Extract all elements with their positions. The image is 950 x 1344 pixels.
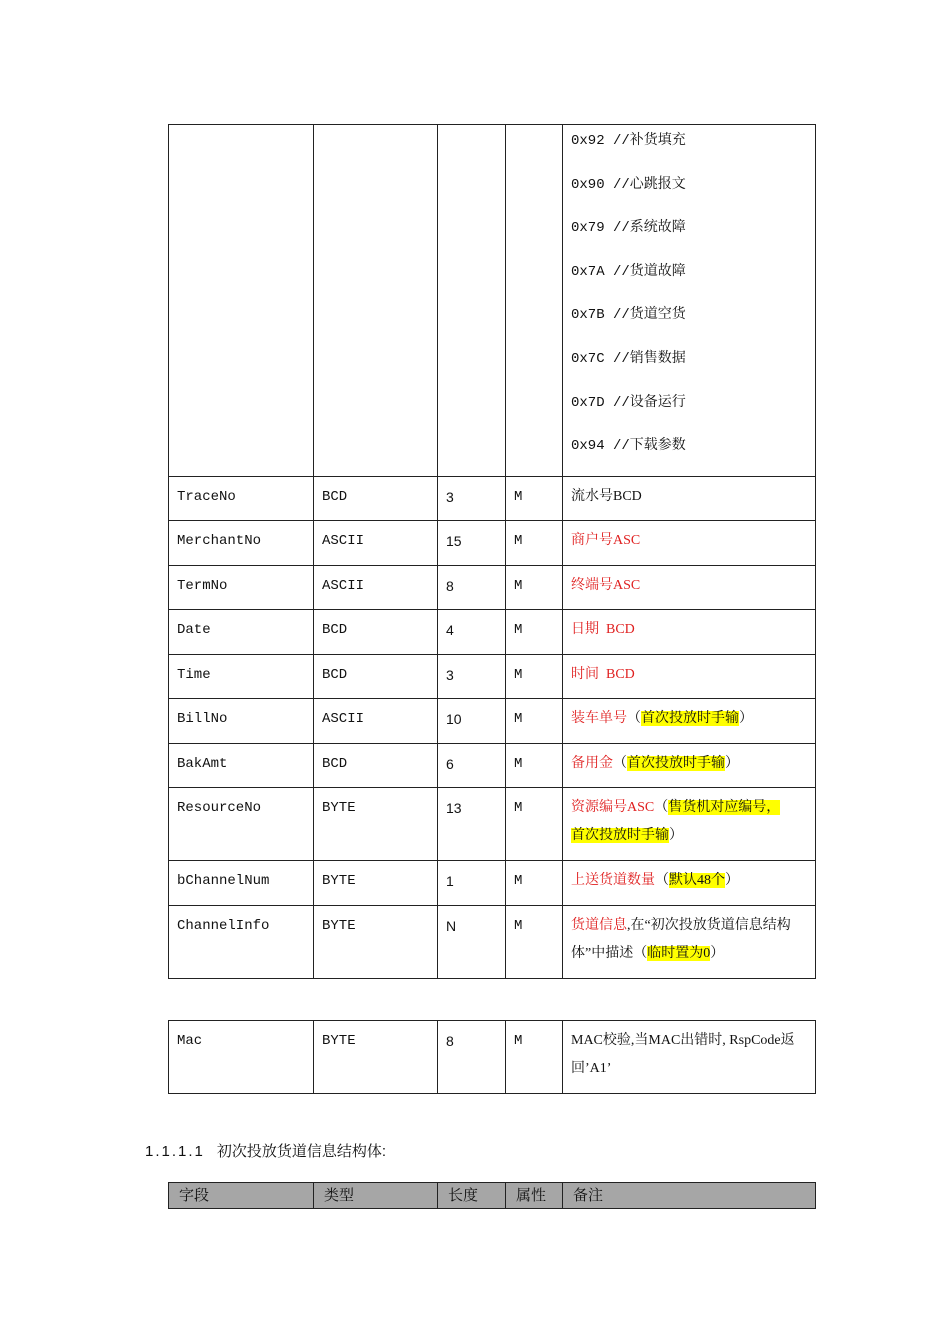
message-type-codes-row [169, 125, 816, 477]
note-label: 备用金 [571, 755, 613, 771]
code-line: 0x79 //系统故障 [571, 220, 686, 237]
table-row [169, 654, 816, 699]
table-row [169, 610, 816, 655]
column-header-length: 长度 [448, 1186, 479, 1204]
field-type: BCD [322, 622, 348, 639]
field-note: 流水号BCD [571, 488, 642, 504]
column-header-type: 类型 [324, 1186, 355, 1204]
field-length: N [446, 917, 457, 934]
note-label: 装车单号 [571, 711, 627, 727]
field-length: 8 [446, 1033, 454, 1049]
field-length: 1 [446, 873, 454, 890]
field-note: 上送货道数量（默认48个） [571, 873, 739, 889]
field-note: 货道信息,在“初次投放货道信息结构体”中描述（临时置为0） [571, 917, 791, 961]
field-name: bChannelNum [177, 873, 270, 890]
message-field-table [168, 124, 816, 979]
table-row [169, 743, 816, 788]
field-attr: M [514, 873, 523, 890]
field-name: MerchantNo [177, 533, 262, 550]
field-length: 4 [446, 622, 454, 639]
field-attr: M [514, 711, 523, 728]
field-name: Mac [177, 1033, 203, 1049]
field-type: BCD [322, 666, 348, 683]
table-row [169, 699, 816, 744]
field-attr: M [514, 488, 523, 505]
field-name: ChannelInfo [177, 917, 270, 934]
column-header-field: 字段 [179, 1186, 210, 1204]
field-name: ResourceNo [177, 800, 262, 817]
field-type: BYTE [322, 800, 356, 817]
field-type: ASCII [322, 577, 365, 594]
note-label: 上送货道数量 [571, 873, 655, 889]
field-type: ASCII [322, 533, 365, 550]
note-text: ,在“初次投放货道信息结构体”中描述（ [571, 917, 791, 961]
field-attr: M [514, 917, 523, 934]
message-type-codes-cell [563, 125, 816, 477]
note-label: 货道信息 [571, 917, 627, 933]
field-note: 日期 BCD [571, 622, 635, 638]
note-label: 资源编号ASC [571, 800, 655, 816]
section-number: 1.1.1.1 [145, 1143, 205, 1160]
column-header-attr: 属性 [516, 1186, 547, 1204]
field-name: BakAmt [177, 755, 228, 772]
field-type: BCD [322, 488, 348, 505]
code-line: 0x7A //货道故障 [571, 263, 686, 280]
field-note: 终端号ASC [571, 577, 641, 593]
field-attr: M [514, 800, 523, 817]
field-name: TraceNo [177, 488, 236, 505]
highlight: 首次投放时手输 [571, 828, 669, 844]
field-length: 3 [446, 488, 454, 505]
field-attr: M [514, 666, 523, 683]
column-header-note: 备注 [573, 1186, 604, 1204]
field-type: BYTE [322, 873, 356, 890]
field-type: ASCII [322, 711, 365, 728]
field-attr: M [514, 755, 523, 772]
table-row [169, 521, 816, 566]
code-line: 0x7B //货道空货 [571, 307, 686, 324]
field-note: 时间 BCD [571, 666, 635, 682]
highlight: 售货机对应编号， [668, 800, 781, 816]
field-note: 备用金（首次投放时手输） [571, 755, 739, 771]
field-note: 商户号ASC [571, 533, 641, 549]
field-attr: M [514, 1033, 523, 1049]
field-name: Date [177, 622, 211, 639]
field-attr: M [514, 622, 523, 639]
channel-info-table [168, 1182, 816, 1209]
code-line: 0x94 //下载参数 [571, 438, 686, 455]
field-length: 10 [446, 711, 462, 728]
field-note: MAC校验,当MAC出错时, RspCode返回’A1’ [571, 1033, 795, 1076]
table-row [169, 788, 816, 861]
field-length: 15 [446, 533, 462, 550]
code-line: 0x92 //补货填充 [571, 133, 686, 149]
field-attr: M [514, 533, 523, 550]
field-note: 资源编号ASC（售货机对应编号， 首次投放时手输） [571, 800, 781, 844]
field-type: BCD [322, 755, 348, 772]
table-row [169, 905, 816, 978]
field-note: 装车单号（首次投放时手输） [571, 711, 753, 727]
field-type: BYTE [322, 917, 356, 934]
highlight: 首次投放时手输 [641, 711, 739, 727]
table-row [169, 861, 816, 906]
field-name: TermNo [177, 577, 228, 594]
field-name: Time [177, 666, 211, 683]
field-length: 13 [446, 800, 462, 817]
highlight: 默认48个 [669, 873, 725, 889]
mac-table [168, 1020, 816, 1094]
field-length: 6 [446, 755, 454, 772]
table-row [169, 476, 816, 521]
highlight: 临时置为0 [647, 945, 711, 961]
table-row [169, 1021, 816, 1094]
field-name: BillNo [177, 711, 228, 728]
code-line: 0x7D //设备运行 [571, 394, 686, 411]
section-title: 初次投放货道信息结构体: [216, 1143, 387, 1160]
highlight: 首次投放时手输 [627, 755, 725, 771]
field-attr: M [514, 577, 523, 594]
table-row [169, 565, 816, 610]
code-line: 0x90 //心跳报文 [571, 176, 686, 193]
section-heading [145, 1140, 386, 1161]
field-length: 3 [446, 666, 454, 683]
field-length: 8 [446, 577, 454, 594]
table-header-row [169, 1183, 816, 1209]
code-line: 0x7C //销售数据 [571, 350, 686, 367]
field-type: BYTE [322, 1033, 356, 1049]
